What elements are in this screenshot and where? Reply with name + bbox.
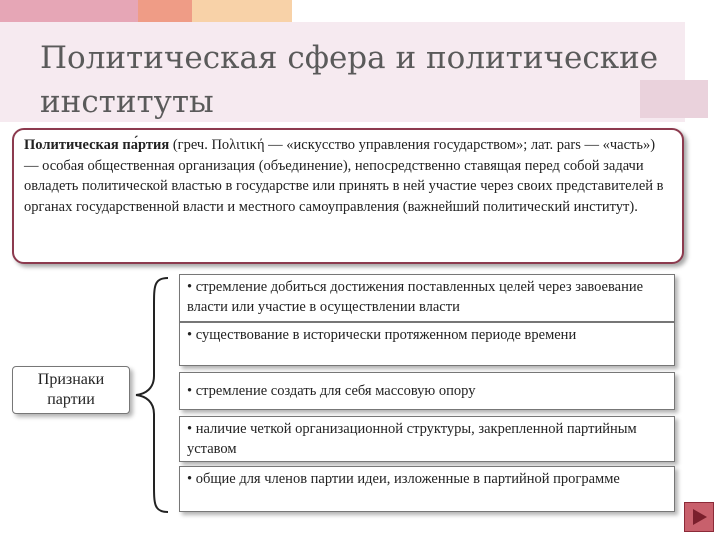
features-label-line1: Признаки [37,371,105,388]
feature-item: • наличие четкой организационной структуры, закрепленной партийным уставом [179,416,675,462]
feature-item: • стремление добиться достижения поставленных целей через завоевание власти или участие в осуществлении власти [179,274,675,322]
feature-item: • общие для членов партии идеи, изложенные в партийной программе [179,466,675,512]
features-label-line2: партии [47,391,95,408]
next-slide-button[interactable] [684,502,714,532]
feature-item: • стремление создать для себя массовую опору [179,372,675,410]
curly-brace [132,276,172,514]
play-arrow-icon [685,503,713,531]
features-label-box [12,366,130,414]
definition-text: (греч. Πολιτική — «искусство управления государством»; лат. pars — «часть») — особая общественная организация (объединение), непосредственно ставящая перед собой задачи овладеть политической властью в государстве или принять в ней участие через своих представителей в органах государственной власти и местного самоуправления (важнейший политический институт). [24,137,664,215]
decor-block-pink [0,0,138,22]
feature-item: • существование в исторически протяженном периоде времени [179,322,675,366]
definition-box [12,128,684,264]
slide-title: Политическая сфера и политические институты [40,40,659,120]
definition-term: Политическая па́ртия [24,137,170,153]
